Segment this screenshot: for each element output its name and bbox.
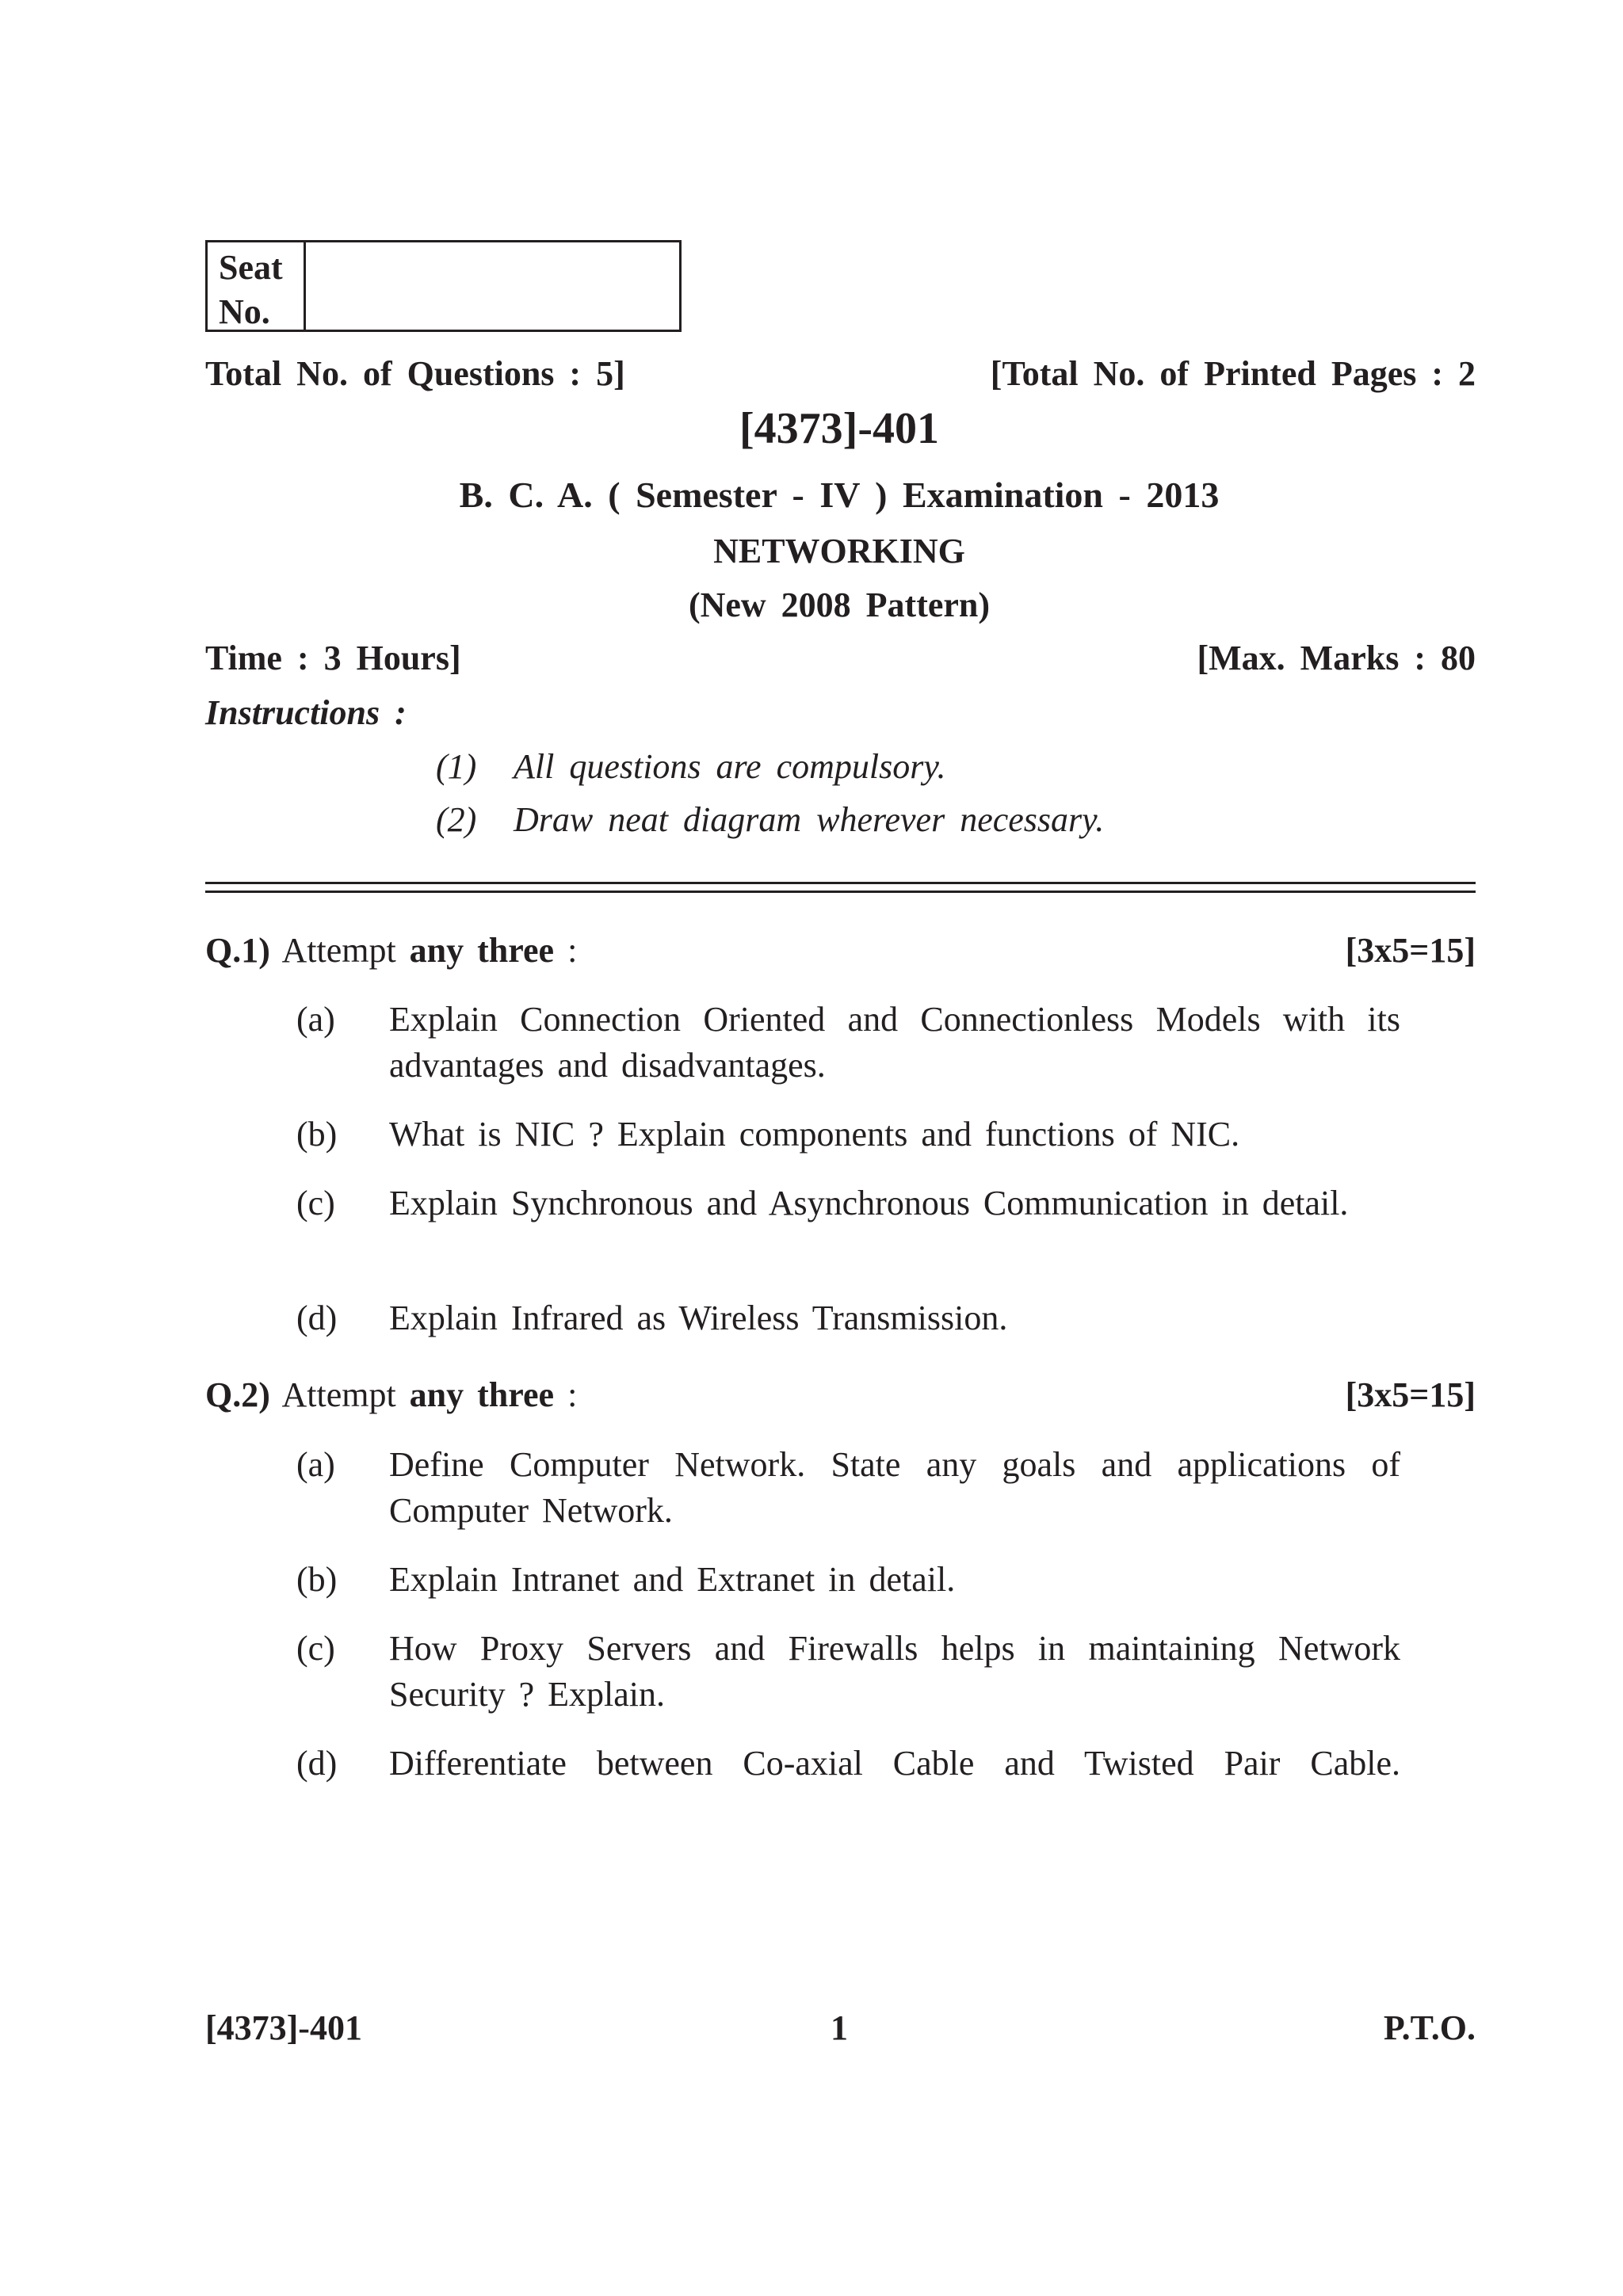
paper-code: [4373]-401 — [739, 404, 939, 453]
question-1-marks: [3x5=15] — [1345, 931, 1476, 970]
part-label: (a) — [296, 1445, 335, 1484]
instruction-1-text: All questions are compulsory. — [514, 747, 946, 786]
question-2-marks: [3x5=15] — [1345, 1375, 1476, 1414]
question-1-suffix: : — [567, 931, 578, 970]
question-1-part-c — [205, 1180, 1400, 1272]
instruction-2-number: (2) — [436, 800, 477, 839]
part-label: (b) — [296, 1115, 338, 1154]
instruction-1-number: (1) — [436, 747, 477, 786]
question-1-part-b — [205, 1112, 1400, 1158]
seat-label-line1: Seat — [219, 248, 283, 287]
part-label: (b) — [296, 1560, 338, 1599]
part-text: How Proxy Servers and Firewalls helps in maintaining Network Security ? Explain. — [389, 1629, 1400, 1714]
part-text: Define Computer Network. State any goals and applications of Computer Network. — [389, 1445, 1400, 1530]
footer-paper-code: [4373]-401 — [205, 2008, 362, 2047]
question-1-prefix: Attempt — [281, 931, 396, 970]
please-turn-over: P.T.O. — [1383, 2008, 1476, 2047]
exam-title: B. C. A. ( Semester - IV ) Examination - 2013 — [459, 475, 1220, 515]
part-text: Differentiate between Co-axial Cable and Twisted Pair Cable. — [389, 1744, 1400, 1783]
instructions-title: Instructions : — [205, 693, 407, 732]
question-1-heading — [205, 929, 577, 973]
part-label: (c) — [296, 1629, 335, 1668]
question-2-number: Q.2) — [205, 1375, 270, 1414]
subject-title: NETWORKING — [713, 532, 965, 570]
pattern-note: (New 2008 Pattern) — [688, 585, 991, 624]
divider-rule-bottom — [205, 891, 1476, 893]
question-2-part-c — [205, 1626, 1400, 1718]
part-text: Explain Intranet and Extranet in detail. — [389, 1560, 956, 1599]
page-number: 1 — [831, 2008, 848, 2047]
max-marks: [Max. Marks : 80 — [1197, 639, 1476, 677]
question-1-emphasis: any three — [409, 931, 555, 970]
part-text: Explain Connection Oriented and Connectionless Models with its advantages and disadvantages. — [389, 1000, 1400, 1085]
question-2-part-b — [205, 1557, 1400, 1603]
total-questions: Total No. of Questions : 5] — [205, 354, 625, 393]
seat-number-entry[interactable] — [306, 242, 679, 330]
question-2-suffix: : — [567, 1375, 578, 1414]
part-label: (c) — [296, 1184, 335, 1222]
question-1-number: Q.1) — [205, 931, 270, 970]
question-2-emphasis: any three — [409, 1375, 555, 1414]
time-allowed: Time : 3 Hours] — [205, 639, 461, 677]
divider-rule-top — [205, 882, 1476, 884]
question-2-part-d — [205, 1741, 1400, 1787]
part-text: Explain Synchronous and Asynchronous Communication in detail. — [389, 1184, 1349, 1222]
question-2-prefix: Attempt — [281, 1375, 396, 1414]
part-label: (d) — [296, 1744, 338, 1783]
part-label: (d) — [296, 1299, 338, 1337]
instruction-2-text: Draw neat diagram wherever necessary. — [514, 800, 1105, 839]
question-2-heading — [205, 1373, 577, 1417]
seat-number-label — [208, 242, 306, 330]
part-label: (a) — [296, 1000, 335, 1039]
seat-label-line2: No. — [219, 292, 270, 331]
part-text: Explain Infrared as Wireless Transmission. — [389, 1299, 1008, 1337]
question-1-part-d — [205, 1295, 1400, 1341]
total-printed-pages: [Total No. of Printed Pages : 2 — [990, 354, 1476, 393]
seat-number-box — [205, 240, 682, 332]
question-2-part-a — [205, 1442, 1400, 1534]
part-text: What is NIC ? Explain components and functions of NIC. — [389, 1115, 1240, 1154]
question-1-part-a — [205, 997, 1400, 1089]
